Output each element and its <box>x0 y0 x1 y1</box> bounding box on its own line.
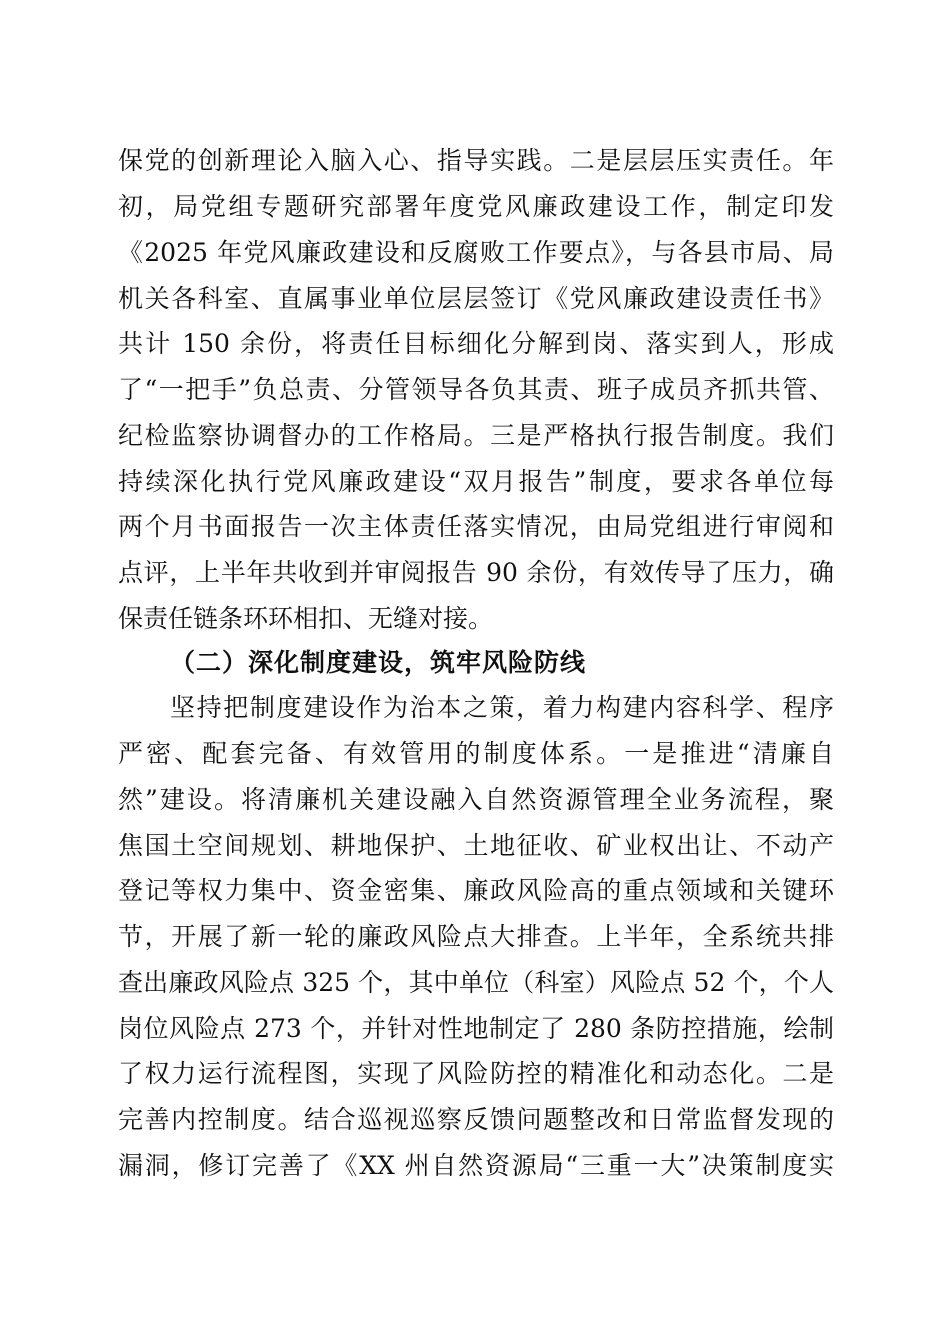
text-line: 机关各科室、直属事业单位层层签订《党风廉政建设责任书》 <box>118 284 834 313</box>
text-line: 岗位风险点 273 个，并针对性地制定了 280 条防控措施，绘制 <box>118 1014 834 1043</box>
text-line: 完善内控制度。结合巡视巡察反馈问题整改和日常监督发现的 <box>118 1105 834 1134</box>
text-line: 持续深化执行党风廉政建设“双月报告”制度，要求各单位每 <box>118 467 834 496</box>
text-line: 登记等权力集中、资金密集、廉政风险高的重点领域和关键环 <box>118 876 834 905</box>
text-line: 《2025 年党风廉政建设和反腐败工作要点》，与各县市局、局 <box>118 238 834 267</box>
text-line: 两个月书面报告一次主体责任落实情况，由局党组进行审阅和 <box>118 512 834 541</box>
text-line: 然”建设。将清廉机关建设融入自然资源管理全业务流程，聚 <box>118 785 834 814</box>
text-line: 了“一把手”负总责、分管领导各负其责、班子成员齐抓共管、 <box>118 375 834 404</box>
text-line: 点评，上半年共收到并审阅报告 90 余份，有效传导了压力，确 <box>118 558 834 587</box>
section-heading: （二）深化制度建设，筑牢风险防线 <box>170 648 587 677</box>
text-line: 了权力运行流程图，实现了风险防控的精准化和动态化。二是 <box>118 1059 834 1088</box>
text-line: 纪检监察协调督办的工作格局。三是严格执行报告制度。我们 <box>118 421 834 450</box>
text-line: 初，局党组专题研究部署年度党风廉政建设工作，制定印发 <box>118 192 834 221</box>
text-line: 保责任链条环环相扣、无缝对接。 <box>118 604 494 633</box>
text-line: 节，开展了新一轮的廉政风险点大排查。上半年，全系统共排 <box>118 922 834 951</box>
text-line: 焦国土空间规划、耕地保护、土地征收、矿业权出让、不动产 <box>118 831 834 860</box>
text-line: 严密、配套完备、有效管用的制度体系。一是推进“清廉自 <box>118 739 834 768</box>
text-line: 查出廉政风险点 325 个，其中单位（科室）风险点 52 个，个人 <box>118 968 834 997</box>
text-line: 共计 150 余份，将责任目标细化分解到岗、落实到人，形成 <box>118 329 834 358</box>
text-line: 漏洞，修订完善了《XX 州自然资源局“三重一大”决策制度实 <box>118 1151 834 1180</box>
text-line: 保党的创新理论入脑入心、指导实践。二是层层压实责任。年 <box>118 146 834 175</box>
text-line: 坚持把制度建设作为治本之策，着力构建内容科学、程序 <box>170 693 834 722</box>
